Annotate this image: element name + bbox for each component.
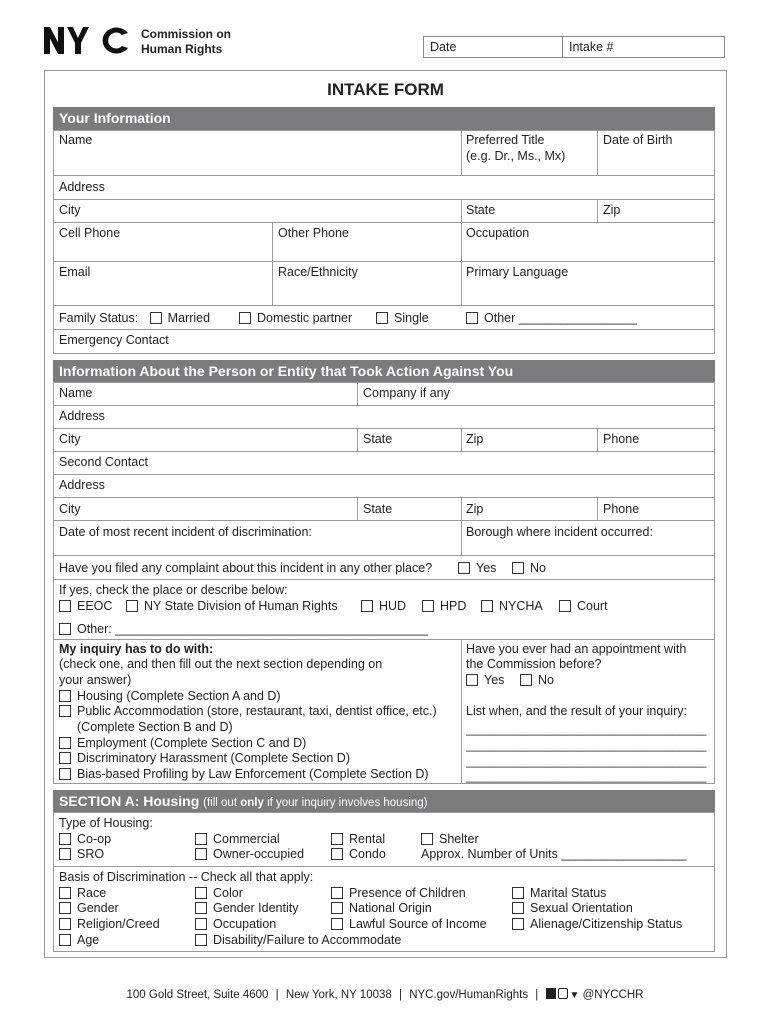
nycha-checkbox[interactable]: [481, 600, 493, 612]
appt-no-label: No: [538, 673, 554, 687]
name-label: Name: [59, 133, 93, 147]
single-checkbox[interactable]: [376, 312, 388, 324]
inquiry-instr1: (check one, and then fill out the next section depending on: [59, 657, 383, 671]
occupation-checkbox[interactable]: [195, 918, 207, 930]
date-label: Date: [430, 40, 457, 54]
result-line-4[interactable]: ____________________________________: [466, 769, 707, 783]
national-origin-checkbox[interactable]: [331, 902, 343, 914]
income-checkbox[interactable]: [331, 918, 343, 930]
owner-occupied-label: Owner-occupied: [213, 847, 305, 861]
other-place-label: Other: _____________________________________________: [77, 622, 429, 636]
race-basis-label: Race: [77, 886, 107, 900]
other-status-label: Other _________________: [484, 311, 637, 325]
filed-no-label: No: [530, 561, 546, 575]
appt-no-checkbox[interactable]: [520, 674, 532, 686]
condo-label: Condo: [349, 847, 386, 861]
coop-label: Co-op: [77, 832, 112, 846]
second-state-label: State: [363, 502, 393, 516]
domestic-checkbox[interactable]: [239, 312, 251, 324]
state-label: State: [466, 203, 496, 217]
filed-yes-label: Yes: [476, 561, 497, 575]
harassment-option-label: Discriminatory Harassment: [77, 751, 228, 765]
housing-checkbox[interactable]: [59, 690, 71, 702]
basis-label: Basis of Discrimination -- Check all that apply:: [59, 870, 314, 884]
housing-option-note: (Complete Section A and D): [122, 689, 281, 703]
eeoc-label: EEOC: [77, 599, 113, 613]
color-checkbox[interactable]: [195, 887, 207, 899]
other-status-checkbox[interactable]: [466, 312, 478, 324]
intake-number-field[interactable]: [563, 37, 613, 57]
nysdhr-label: NY State Division of Human Rights: [144, 599, 338, 613]
employment-option-label: Employment: [77, 736, 147, 750]
nyc-logo: [44, 24, 130, 56]
married-label: Married: [167, 311, 211, 325]
units-field[interactable]: Approx. Number of Units __________________: [421, 847, 687, 861]
section-a-sub-pre: (fill out: [203, 797, 241, 809]
religion-checkbox[interactable]: [59, 918, 71, 930]
filed-question: Have you filed any complaint about this incident in any other place?: [59, 561, 433, 575]
footer-city: New York, NY 10038: [285, 989, 392, 1001]
citizenship-checkbox[interactable]: [512, 918, 524, 930]
borough-label: Borough where incident occurred:: [466, 525, 653, 539]
preferred-title-label: Preferred Title: [466, 133, 545, 147]
instagram-icon[interactable]: [558, 988, 568, 999]
gender-identity-basis-label: Gender Identity: [213, 901, 299, 915]
marital-basis-label: Marital Status: [530, 886, 607, 900]
sro-label: SRO: [77, 847, 105, 861]
respondent-heading: Information About the Person or Entity that Took Action Against You: [53, 360, 715, 383]
org-line1: Commission on: [141, 27, 232, 41]
gender-checkbox[interactable]: [59, 902, 71, 914]
second-contact-field[interactable]: [53, 451, 715, 475]
coop-checkbox[interactable]: [59, 833, 71, 845]
age-basis-label: Age: [77, 933, 100, 947]
appt-yes-label: Yes: [484, 673, 505, 687]
profiling-option-label: Bias-based Profiling by Law Enforcement: [77, 767, 306, 781]
nycha-label: NYCHA: [499, 599, 543, 613]
dob-label: Date of Birth: [603, 133, 673, 147]
occupation-label: Occupation: [466, 226, 530, 240]
resp-company-label: Company if any: [363, 386, 450, 400]
footer-sep-3: |: [535, 989, 539, 1001]
resp-phone-label: Phone: [603, 432, 640, 446]
zip-label: Zip: [603, 203, 621, 217]
income-basis-label: Lawful Source of Income: [349, 917, 487, 931]
race-label: Race/Ethnicity: [278, 265, 358, 279]
address-label: Address: [59, 180, 105, 194]
court-checkbox[interactable]: [559, 600, 571, 612]
footer: [0, 988, 770, 1001]
condo-checkbox[interactable]: [331, 848, 343, 860]
inquiry-instr2: your answer): [59, 673, 132, 687]
appt-yes-checkbox[interactable]: [466, 674, 478, 686]
resp-zip-label: Zip: [466, 432, 484, 446]
resp-city-field[interactable]: [53, 428, 358, 452]
sro-checkbox[interactable]: [59, 848, 71, 860]
shelter-label: Shelter: [439, 832, 479, 846]
incident-date-label: Date of most recent incident of discrimination:: [59, 525, 312, 539]
footer-address: 100 Gold Street, Suite 4600: [126, 989, 269, 1001]
nysdhr-checkbox[interactable]: [126, 600, 138, 612]
marital-checkbox[interactable]: [512, 887, 524, 899]
gender-identity-checkbox[interactable]: [195, 902, 207, 914]
section-a-sub-post: if your inquiry involves housing): [263, 797, 428, 809]
hpd-checkbox[interactable]: [422, 600, 434, 612]
if-yes-label: If yes, check the place or describe below:: [59, 583, 288, 597]
filed-yes-checkbox[interactable]: [458, 562, 470, 574]
disability-basis-label: Disability/Failure to Accommodate: [213, 933, 402, 947]
appt-question-line1: Have you ever had an appointment with: [466, 642, 687, 656]
orientation-basis-label: Sexual Orientation: [530, 901, 633, 915]
eeoc-checkbox[interactable]: [59, 600, 71, 612]
family-status-label: Family Status:: [59, 311, 139, 325]
second-zip-label: Zip: [466, 502, 484, 516]
footer-web[interactable]: NYC.gov/HumanRights: [409, 989, 529, 1001]
section-a-title: SECTION A: Housing: [59, 793, 200, 809]
preferred-title-hint: (e.g. Dr., Ms., Mx): [466, 149, 566, 163]
footer-handle[interactable]: @NYCCHR: [582, 989, 644, 1001]
owner-occupied-checkbox[interactable]: [195, 848, 207, 860]
housing-option-label: Housing: [77, 689, 123, 703]
national-origin-basis-label: National Origin: [349, 901, 432, 915]
org-name: [141, 27, 231, 57]
twitter-icon[interactable]: ▼: [569, 990, 580, 1001]
footer-sep-2: |: [398, 989, 402, 1001]
domestic-label: Domestic partner: [257, 311, 353, 325]
city-field[interactable]: [53, 199, 462, 223]
section-a-heading: [53, 790, 715, 813]
pa-option-note2: (Complete Section B and D): [77, 720, 233, 734]
race-checkbox[interactable]: [59, 887, 71, 899]
rental-label: Rental: [349, 832, 386, 846]
result-line-2[interactable]: ____________________________________: [466, 738, 707, 752]
pa-option-note: (store, restaurant, taxi, dentist office, etc.): [203, 704, 437, 718]
profiling-checkbox[interactable]: [59, 768, 71, 780]
hud-label: HUD: [379, 599, 407, 613]
facebook-icon[interactable]: [546, 988, 556, 999]
rental-checkbox[interactable]: [331, 833, 343, 845]
filed-no-checkbox[interactable]: [512, 562, 524, 574]
email-label: Email: [59, 265, 91, 279]
result-line-1[interactable]: ____________________________________: [466, 722, 707, 736]
citizenship-basis-label: Alienage/Citizenship Status: [530, 917, 683, 931]
result-line-3[interactable]: ____________________________________: [466, 754, 707, 768]
second-city-label: City: [59, 502, 81, 516]
religion-basis-label: Religion/Creed: [77, 917, 160, 931]
resp-address-label: Address: [59, 409, 105, 423]
age-checkbox[interactable]: [59, 934, 71, 946]
resp-name-field[interactable]: [53, 382, 358, 406]
commercial-label: Commercial: [213, 832, 280, 846]
section-a-sub-bold: only: [240, 797, 264, 809]
language-label: Primary Language: [466, 265, 569, 279]
your-info-heading: Your Information: [53, 107, 715, 130]
city-label: City: [59, 203, 81, 217]
orientation-checkbox[interactable]: [512, 902, 524, 914]
resp-address-field[interactable]: [53, 405, 715, 429]
hpd-label: HPD: [440, 599, 467, 613]
children-basis-label: Presence of Children: [349, 886, 466, 900]
public-accommodation-checkbox[interactable]: [59, 705, 71, 717]
appt-question-line2: the Commission before?: [466, 657, 602, 671]
address-field[interactable]: [53, 175, 715, 200]
single-label: Single: [394, 311, 429, 325]
org-line2: Human Rights: [141, 42, 223, 56]
married-checkbox[interactable]: [150, 312, 162, 324]
second-city-field[interactable]: [53, 497, 358, 521]
profiling-option-note: (Complete Section D): [305, 767, 429, 781]
form-title: INTAKE FORM: [327, 80, 444, 99]
employment-checkbox[interactable]: [59, 737, 71, 749]
intake-label: Intake #: [569, 40, 614, 54]
occupation-basis-label: Occupation: [213, 917, 277, 931]
harassment-option-note: (Complete Section D): [227, 751, 350, 765]
second-phone-label: Phone: [603, 502, 640, 516]
list-when-label: List when, and the result of your inquiry:: [466, 704, 687, 718]
second-address-field[interactable]: [53, 474, 715, 498]
emergency-label: Emergency Contact: [59, 333, 169, 347]
children-checkbox[interactable]: [331, 887, 343, 899]
other-place-checkbox[interactable]: [59, 623, 71, 635]
pa-option-label: Public Accommodation: [77, 704, 204, 718]
name-field[interactable]: [53, 130, 462, 176]
cell-phone-label: Cell Phone: [59, 226, 121, 240]
harassment-checkbox[interactable]: [59, 752, 71, 764]
housing-type-label: Type of Housing:: [59, 816, 153, 830]
disability-checkbox[interactable]: [195, 934, 207, 946]
shelter-checkbox[interactable]: [421, 833, 433, 845]
resp-city-label: City: [59, 432, 81, 446]
second-address-label: Address: [59, 478, 105, 492]
resp-name-label: Name: [59, 386, 93, 400]
date-field[interactable]: [424, 37, 563, 57]
employment-option-note: (Complete Section C and D): [146, 736, 307, 750]
footer-sep-1: |: [275, 989, 279, 1001]
family-status: [59, 311, 210, 326]
inquiry-heading: My inquiry has to do with:: [59, 642, 214, 656]
color-basis-label: Color: [213, 886, 243, 900]
resp-state-label: State: [363, 432, 393, 446]
hud-checkbox[interactable]: [361, 600, 373, 612]
other-phone-label: Other Phone: [278, 226, 349, 240]
commercial-checkbox[interactable]: [195, 833, 207, 845]
court-label: Court: [577, 599, 608, 613]
date-intake-box: [423, 36, 725, 58]
second-contact-label: Second Contact: [59, 455, 148, 469]
gender-basis-label: Gender: [77, 901, 119, 915]
